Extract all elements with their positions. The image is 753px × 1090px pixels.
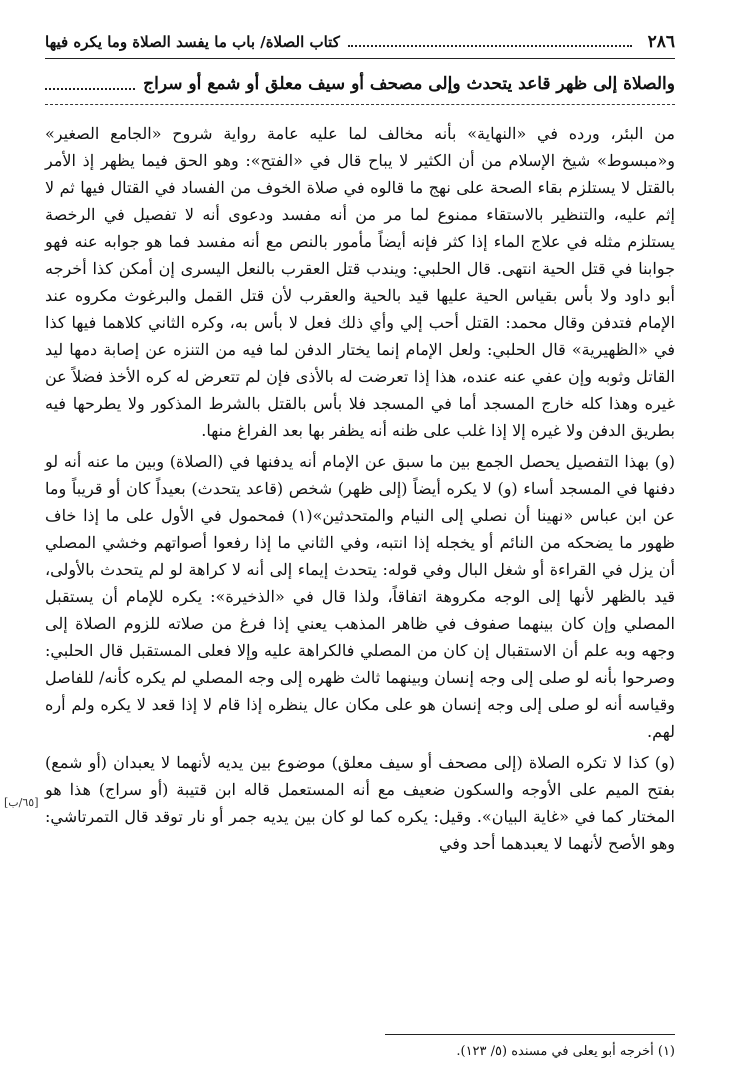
- header-dotted-leader: [348, 37, 632, 47]
- footnote-rule: [385, 1034, 675, 1035]
- running-text-line: [45, 66, 675, 102]
- page-header: [45, 28, 675, 56]
- paragraph-3: (و) كذا لا تكره الصلاة (إلى مصحف أو سيف معلق) موضوع بين يديه لأنهما لا يعبدان (أو شمع) بفتح الميم على الأوجه والسكون ضعيف مع أنه المستعمل قاله ابن قتيبة (أو سراج) هذا هو المختار كما في «غاية البيان». وقيل: يكره كما لو كان بين يديه جمر أو نار توقد قال التمرتاشي: وهو الأصح لأنهما لا يعبدهما أحد وفي: [45, 753, 675, 853]
- header-rule: [45, 58, 675, 59]
- footnote: (١) أخرجه أبو يعلى في مسنده (٥/ ١٢٣).: [456, 1044, 675, 1059]
- manuscript-folio-marker: [٦٥/ب]: [4, 796, 39, 809]
- paragraph-1: من البئر، ورده في «النهاية» بأنه مخالف لما عليه عامة رواية شروح «الجامع الصغير» و«مبسوط» شيخ الإسلام من أن الكثير لا يباح قال في «الفتح»: وهو الحق فيما يظهر إذ الأمر بالقتل لا يستلزم بقاء الصحة على نهج ما قالوه في صلاة الخوف من الفساد في القتال فيها ثم لا إثم عليه، والتنظير بالاستقاء ممنوع لما مر من أنه مفسد ودعوى أنه لا تفصيل في الرخصة يستلزم مثله في علاج الماء إذا كثر فإنه أيضاً مأمور بالنص مع أنه مفسد فما هو جوابه عنه فهو جوابنا في قتل الحية انتهى. قال الحلبي: ويندب قتل العقرب بالنعل اليسرى إن أمكن كذا أخرجه أبو داود ولا بأس بقياس الحية عليها قيد بالحية والعقرب لأن قتل القمل والبرغوث مكروه عند الإمام فتدفن وقال محمد: القتل أحب إلي وأي ذلك فعل لا بأس به، وكره الثاني كلاهما فيها كذا في «الظهيرية» قال الحلبي: ولعل الإمام إنما يختار الدفن لما فيه من التنزه عن إصابة دمها ليد القاتل وثوبه وإن عفي عنه عنده، هذا إذا تعرضت له بالأذى فإن لم تتعرض له كره الأخذ فضلاً عن غيره وهذا كله خارج المسجد أما في المسجد فلا بأس بالقتل بالشرط المذكور ولا يطرحها فيه بطريق الدفن ولا غيره إلا إذا غلب على ظنه أنه يظفر بها بعد الفراغ منها.: [45, 124, 676, 440]
- page-number: ٢٨٦: [647, 32, 675, 52]
- commentary-body: [45, 120, 675, 861]
- paragraph-2: (و) بهذا التفصيل يحصل الجمع بين ما سبق عن الإمام أنه يدفنها في (الصلاة) وبين ما عنه أنه لو دفنها في المسجد أساء (و) لا يكره أيضاً (إلى ظهر) شخص (قاعد يتحدث) بعيداً كان أو قريباً وما عن ابن عباس «نهينا أن نصلي إلى النيام والمتحدثين»(١) فمحمول في الأول على ما إذا خاف ظهور ما يضحكه من النائم أو يخجله إذا انتبه، وفي الثاني ما إذا رفعوا أصواتهم وخشي المصلي أن يزل في القراءة أو شغل البال وفي قوله: يتحدث إيماء إلى أنه لا كراهة لو لم يتحدث بالأولى، قيد بالظهر لأنها إلى الوجه مكروهة اتفاقاً، ولذا قال في «الذخيرة»: يكره للإمام أن يستقبل المصلي وإن كان بينهما صفوف في ظاهر المذهب يعني إذا فرغ من صلاته للزوم الصلاة إلى وجهه وبه علم أن الاستقبال إن كان من المصلي فالكراهة عليه وإلا فعلى المستقبل قال الحلبي: وصرحوا بأنه لو صلى إلى وجه إنسان وبينهما ثالث ظهره إلى وجه المصلي لم يكره كأنه/ للفاصل وقياسه أنه لو صلى إلى وجه إنسان هو على مكان عال ينظره إذا قام لا إذا قعد لا يكره ولم أره لهم.: [45, 452, 676, 741]
- running-dotted-leader: [45, 78, 135, 90]
- running-rule: [45, 104, 675, 105]
- chapter-title: كتاب الصلاة/ باب ما يفسد الصلاة وما يكره فيها: [45, 33, 340, 51]
- running-text: والصلاة إلى ظهر قاعد يتحدث وإلى مصحف أو سيف معلق أو شمع أو سراج: [143, 74, 675, 94]
